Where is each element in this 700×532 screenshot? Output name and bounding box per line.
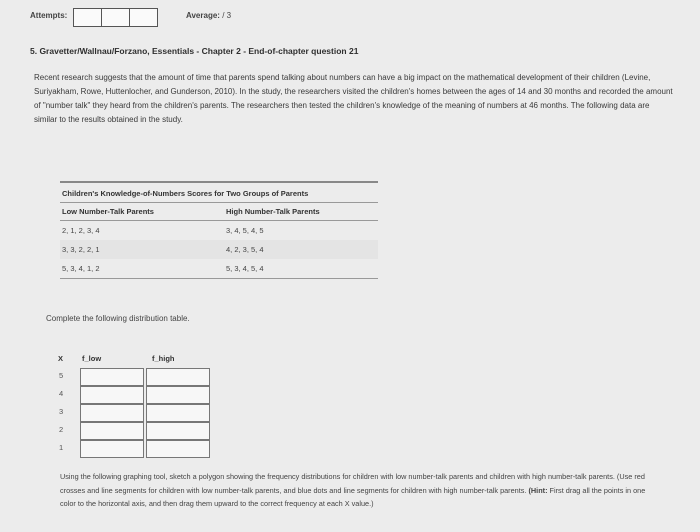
distribution-row (52, 368, 202, 384)
f-low-input[interactable] (80, 368, 144, 386)
cell-high: 3, 4, 5, 4, 5 (226, 226, 264, 235)
attempt-box (101, 8, 130, 27)
data-table (60, 181, 378, 279)
header-high: High Number-Talk Parents (226, 207, 320, 216)
table-row (60, 240, 378, 259)
cell-low: 2, 1, 2, 3, 4 (62, 226, 100, 235)
x-value: 3 (59, 407, 64, 416)
hint-label: (Hint: (528, 485, 548, 495)
distribution-row (52, 440, 202, 456)
attempt-boxes (73, 8, 157, 27)
distribution-row (52, 386, 202, 402)
x-value: 5 (59, 371, 64, 380)
cell-high: 5, 3, 4, 5, 4 (226, 264, 264, 273)
table-header-row (60, 202, 378, 221)
cell-low: 3, 3, 2, 2, 1 (62, 245, 100, 254)
table-row (60, 259, 378, 278)
f-low-input[interactable] (80, 440, 144, 458)
instructions-main: Using the following graphing tool, sketch a polygon showing the frequency distributions for children with low number-talk parents and children with high number-talk parents. (Use red crosses and line segments for children with low number-talk parents, and blue dots and line segments for children with high number-talk parents. (60, 472, 645, 495)
f-low-input[interactable] (80, 422, 144, 440)
cell-low: 5, 3, 4, 1, 2 (62, 264, 100, 273)
distribution-row (52, 422, 202, 438)
x-header: X (58, 354, 64, 363)
attempt-box (73, 8, 102, 27)
table-caption: Children's Knowledge-of-Numbers Scores for Two Groups of Parents (62, 189, 309, 198)
f-high-input[interactable] (146, 422, 210, 440)
table-bottom-rule (60, 278, 378, 279)
f-low-header: f_low (82, 354, 102, 363)
x-value: 4 (59, 389, 64, 398)
average (186, 11, 231, 20)
graph-instructions (60, 470, 660, 511)
f-high-input[interactable] (146, 404, 210, 422)
f-high-input[interactable] (146, 386, 210, 404)
x-value: 2 (59, 425, 64, 434)
distribution-row (52, 404, 202, 420)
attempts-bar (0, 0, 700, 34)
hint-text: First drag all the points in one color to the horizontal axis, and then drag them upward to the correct frequency at each X value.) (60, 485, 646, 508)
complete-instruction: Complete the following distribution table. (46, 314, 190, 323)
question-paragraph: Recent research suggests that the amount of time that parents spend talking about numbers can have a big impact on the mathematical development of their children (Levine, Suriyakham, Rowe, Huttenlocher, and Gunderson, 2010). In the study, the researchers visited the children's homes between the ages of 14 and 30 months and recorded the amount of "number talk" they heard from the children's parents. The researchers then tested the children's knowledge of the meaning of numbers at 46 months. The following data are similar to the results obtained in the study. (34, 73, 673, 124)
table-body (60, 221, 378, 278)
average-label: Average: (186, 11, 220, 20)
header-low: Low Number-Talk Parents (62, 207, 154, 216)
f-low-input[interactable] (80, 404, 144, 422)
f-high-header: f_high (152, 354, 175, 363)
distribution-table (52, 354, 202, 458)
x-value: 1 (59, 443, 64, 452)
f-high-input[interactable] (146, 368, 210, 386)
f-low-input[interactable] (80, 386, 144, 404)
table-row (60, 221, 378, 240)
attempts-label: Attempts: (30, 11, 68, 20)
distribution-header (52, 354, 202, 368)
attempt-box (129, 8, 158, 27)
average-value: / 3 (222, 11, 232, 20)
cell-high: 4, 2, 3, 5, 4 (226, 245, 264, 254)
question-title: 5. Gravetter/Wallnau/Forzano, Essentials - Chapter 2 - End-of-chapter question 21 (30, 46, 359, 56)
f-high-input[interactable] (146, 440, 210, 458)
